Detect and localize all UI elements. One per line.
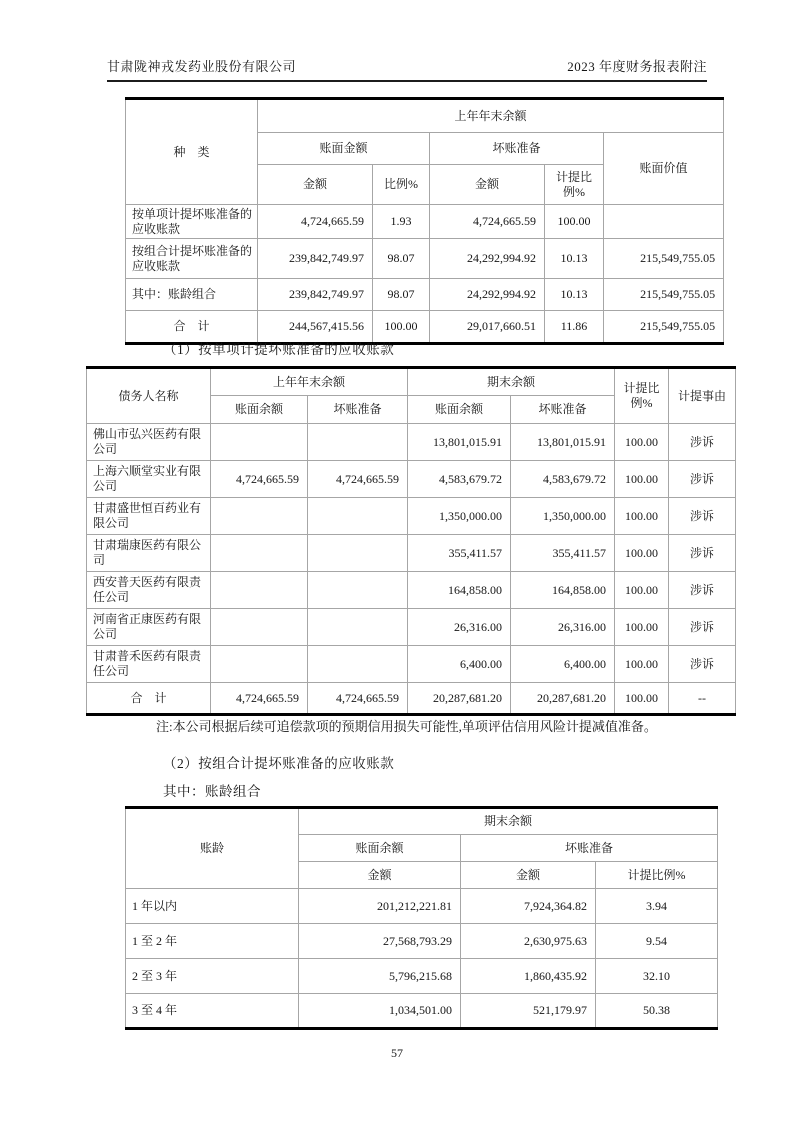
- aging-cell: 3 至 4 年: [126, 994, 299, 1029]
- book-amount-header: 账面金额: [258, 133, 430, 165]
- prior-bad-cell: [308, 572, 408, 609]
- ratio-header: 比例%: [373, 165, 430, 205]
- table-row: [126, 239, 724, 279]
- debtor-name-cell: 河南省正康医药有限公司: [87, 609, 211, 646]
- reason-cell: 涉诉: [669, 609, 736, 646]
- prior-book-cell: [211, 646, 308, 683]
- table-row: [87, 572, 736, 609]
- table-row: [126, 994, 718, 1029]
- carrying-value-cell: 215,549,755.05: [604, 311, 724, 344]
- table-row: [126, 924, 718, 959]
- provision-cell: 24,292,994.92: [430, 239, 545, 279]
- aging-header: 账龄: [126, 808, 299, 889]
- provision-reason-header: 计提事由: [669, 368, 736, 424]
- prior-book-cell: [211, 609, 308, 646]
- amount-cell: 244,567,415.56: [258, 311, 373, 344]
- reason-cell: 涉诉: [669, 498, 736, 535]
- prior-book-cell: [211, 535, 308, 572]
- end-bad-cell: 355,411.57: [511, 535, 615, 572]
- table-header-row: [87, 368, 736, 396]
- prior-bad-cell: [308, 424, 408, 461]
- reason-cell: 涉诉: [669, 646, 736, 683]
- table-row: [87, 461, 736, 498]
- end-bad-cell: 1,350,000.00: [511, 498, 615, 535]
- end-bad-cell: 13,801,015.91: [511, 424, 615, 461]
- ratio-cell: 100.00: [615, 646, 669, 683]
- ratio-cell: 1.93: [373, 205, 430, 239]
- table-header-row: [126, 99, 724, 133]
- amount-cell: 239,842,749.97: [258, 279, 373, 311]
- debtor-name-cell: 甘肃普禾医药有限责任公司: [87, 646, 211, 683]
- ratio-cell: 50.38: [596, 994, 718, 1029]
- prior-bad-cell: 4,724,665.59: [308, 683, 408, 715]
- provision-ratio-header: 计提比例%: [596, 862, 718, 889]
- end-book-cell: 355,411.57: [408, 535, 511, 572]
- prior-book-cell: [211, 424, 308, 461]
- bad-debt-cell: 7,924,364.82: [461, 889, 596, 924]
- debtor-name-header: 债务人名称: [87, 368, 211, 424]
- bad-debt-header: 坏账准备: [511, 396, 615, 424]
- end-book-cell: 20,287,681.20: [408, 683, 511, 715]
- prior-bad-cell: [308, 498, 408, 535]
- ratio-cell: 32.10: [596, 959, 718, 994]
- ratio-cell: 100.00: [615, 609, 669, 646]
- end-bad-cell: 20,287,681.20: [511, 683, 615, 715]
- category-cell: 按组合计提坏账准备的应收账款: [126, 239, 258, 279]
- aging-portfolio-table: [125, 806, 718, 1030]
- bad-debt-provision-header: 坏账准备: [430, 133, 604, 165]
- ratio-cell: 98.07: [373, 239, 430, 279]
- ratio-cell: 98.07: [373, 279, 430, 311]
- table-row: [87, 609, 736, 646]
- book-balance-cell: 5,796,215.68: [299, 959, 461, 994]
- amount-header: 金额: [299, 862, 461, 889]
- bad-debt-provision-header: 坏账准备: [461, 835, 718, 862]
- company-name: 甘肃陇神戎发药业股份有限公司: [107, 59, 297, 74]
- carrying-value-header: 账面价值: [604, 133, 724, 205]
- bad-debt-header: 坏账准备: [308, 396, 408, 424]
- debtor-name-cell: 甘肃瑞康医药有限公司: [87, 535, 211, 572]
- prior-bad-cell: [308, 646, 408, 683]
- category-cell: 按单项计提坏账准备的应收账款: [126, 205, 258, 239]
- table-row: [87, 498, 736, 535]
- section-2-subtitle: 其中：账龄组合: [163, 784, 261, 799]
- end-bad-cell: 6,400.00: [511, 646, 615, 683]
- amount-header: 金额: [258, 165, 373, 205]
- debtor-name-cell: 上海六顺堂实业有限公司: [87, 461, 211, 498]
- bad-debt-cell: 2,630,975.63: [461, 924, 596, 959]
- period-end-balance-header: 期末余额: [408, 368, 615, 396]
- prior-bad-cell: 4,724,665.59: [308, 461, 408, 498]
- debtor-name-cell: 佛山市弘兴医药有限公司: [87, 424, 211, 461]
- end-book-cell: 6,400.00: [408, 646, 511, 683]
- book-balance-cell: 201,212,221.81: [299, 889, 461, 924]
- end-bad-cell: 26,316.00: [511, 609, 615, 646]
- reason-cell: 涉诉: [669, 461, 736, 498]
- ratio-cell: 100.00: [615, 535, 669, 572]
- book-balance-cell: 1,034,501.00: [299, 994, 461, 1029]
- aging-cell: 2 至 3 年: [126, 959, 299, 994]
- prior-year-balance-table: [125, 97, 724, 345]
- bad-debt-cell: 521,179.97: [461, 994, 596, 1029]
- amount-header: 金额: [430, 165, 545, 205]
- ratio-cell: 9.54: [596, 924, 718, 959]
- ratio-cell: 100.00: [615, 683, 669, 715]
- prior-year-balance-header: 上年年末余额: [211, 368, 408, 396]
- reason-cell: --: [669, 683, 736, 715]
- table-row: [126, 889, 718, 924]
- table-total-row: [87, 683, 736, 715]
- reason-cell: 涉诉: [669, 424, 736, 461]
- table-row: [87, 535, 736, 572]
- table-row: [87, 646, 736, 683]
- provision-cell: 4,724,665.59: [430, 205, 545, 239]
- end-book-cell: 4,583,679.72: [408, 461, 511, 498]
- debtor-name-cell: 合 计: [87, 683, 211, 715]
- provision-ratio-header: 计提比例%: [615, 368, 669, 424]
- reason-cell: 涉诉: [669, 572, 736, 609]
- provision-ratio-cell: 10.13: [545, 279, 604, 311]
- prior-year-balance-header: 上年年末余额: [258, 99, 724, 133]
- doc-title: 2023 年度财务报表附注: [567, 59, 707, 74]
- end-bad-cell: 4,583,679.72: [511, 461, 615, 498]
- aging-cell: 1 年以内: [126, 889, 299, 924]
- category-cell: 其中：账龄组合: [126, 279, 258, 311]
- prior-book-cell: 4,724,665.59: [211, 683, 308, 715]
- carrying-value-cell: 215,549,755.05: [604, 239, 724, 279]
- footnote: 注:本公司根据后续可追偿款项的预期信用损失可能性,单项评估信用风险计提减值准备。: [156, 719, 657, 734]
- category-cell: 合 计: [126, 311, 258, 344]
- table-row: [126, 279, 724, 311]
- aging-cell: 1 至 2 年: [126, 924, 299, 959]
- period-end-balance-header: 期末余额: [299, 808, 718, 835]
- table-row: [126, 959, 718, 994]
- book-balance-cell: 27,568,793.29: [299, 924, 461, 959]
- debtor-name-cell: 甘肃盛世恒百药业有限公司: [87, 498, 211, 535]
- book-balance-header: 账面余额: [408, 396, 511, 424]
- bad-debt-cell: 1,860,435.92: [461, 959, 596, 994]
- page-number: 57: [391, 1046, 403, 1060]
- provision-ratio-cell: 10.13: [545, 239, 604, 279]
- end-book-cell: 26,316.00: [408, 609, 511, 646]
- provision-ratio-header: 计提比例%: [545, 165, 604, 205]
- section-1-title: （1）按单项计提坏账准备的应收账款: [163, 342, 395, 357]
- table-header-row: [126, 808, 718, 835]
- end-book-cell: 164,858.00: [408, 572, 511, 609]
- category-header: 种 类: [126, 99, 258, 205]
- prior-bad-cell: [308, 609, 408, 646]
- provision-ratio-cell: 100.00: [545, 205, 604, 239]
- page-header: [107, 56, 707, 82]
- carrying-value-cell: [604, 205, 724, 239]
- ratio-cell: 100.00: [615, 572, 669, 609]
- prior-bad-cell: [308, 535, 408, 572]
- book-balance-header: 账面余额: [211, 396, 308, 424]
- amount-cell: 4,724,665.59: [258, 205, 373, 239]
- section-2-title: （2）按组合计提坏账准备的应收账款: [163, 756, 395, 771]
- end-book-cell: 1,350,000.00: [408, 498, 511, 535]
- end-book-cell: 13,801,015.91: [408, 424, 511, 461]
- ratio-cell: 3.94: [596, 889, 718, 924]
- debtor-name-cell: 西安普天医药有限责任公司: [87, 572, 211, 609]
- table-row: [87, 424, 736, 461]
- table-row: [126, 205, 724, 239]
- amount-header: 金额: [461, 862, 596, 889]
- book-balance-header: 账面余额: [299, 835, 461, 862]
- ratio-cell: 100.00: [615, 461, 669, 498]
- ratio-cell: 100.00: [615, 498, 669, 535]
- prior-book-cell: [211, 572, 308, 609]
- end-bad-cell: 164,858.00: [511, 572, 615, 609]
- provision-cell: 24,292,994.92: [430, 279, 545, 311]
- ratio-cell: 100.00: [373, 311, 430, 344]
- prior-book-cell: [211, 498, 308, 535]
- ratio-cell: 100.00: [615, 424, 669, 461]
- provision-ratio-cell: 11.86: [545, 311, 604, 344]
- amount-cell: 239,842,749.97: [258, 239, 373, 279]
- individual-provision-table: [86, 366, 736, 716]
- provision-cell: 29,017,660.51: [430, 311, 545, 344]
- prior-book-cell: 4,724,665.59: [211, 461, 308, 498]
- reason-cell: 涉诉: [669, 535, 736, 572]
- carrying-value-cell: 215,549,755.05: [604, 279, 724, 311]
